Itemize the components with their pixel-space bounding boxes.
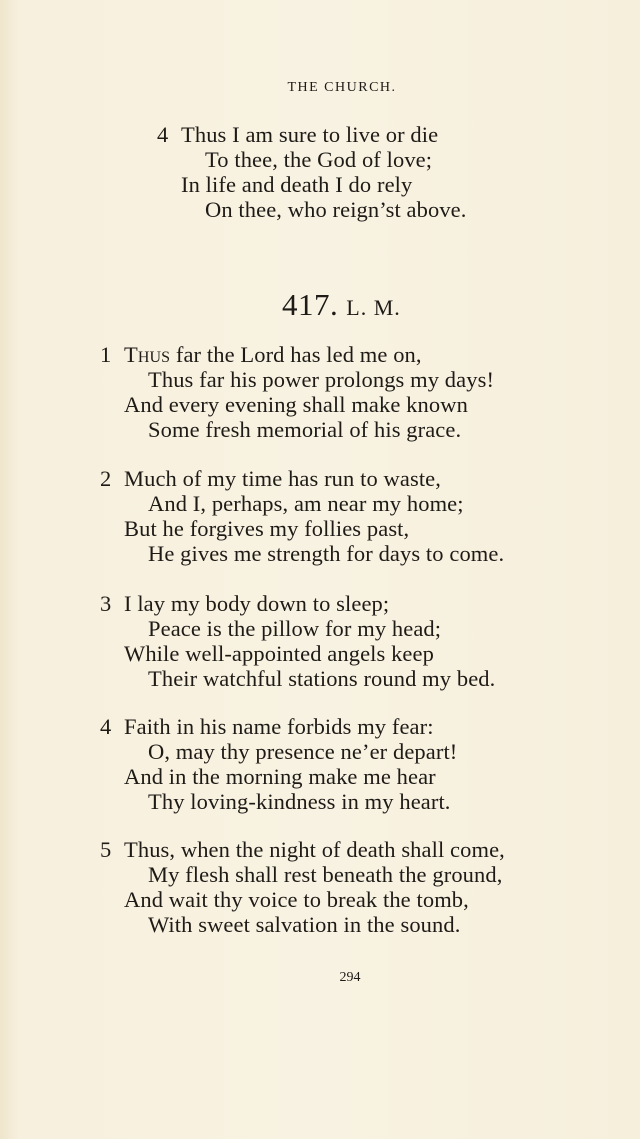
previous-hymn-verse-4: [157, 122, 466, 222]
verse-line: O, may thy presence ne’er depart!: [148, 739, 458, 764]
verse-line: Thus I am sure to live or die: [181, 122, 439, 147]
hymn-verse-2: [100, 466, 504, 566]
verse-line: And in the morning make me hear: [124, 764, 436, 789]
page-number: 294: [339, 970, 361, 985]
verse-line: Peace is the pillow for my head;: [148, 616, 442, 641]
verse-line: To thee, the God of love;: [205, 147, 433, 172]
hymn-meter: L. M.: [346, 295, 401, 320]
verse-line: He gives me strength for days to come.: [148, 541, 505, 566]
verse-line: Thy loving-kindness in my heart.: [148, 789, 451, 814]
verse-line: I lay my body down to sleep;: [124, 591, 390, 616]
verse-number: 2: [100, 466, 112, 491]
hymn-verse-1: [100, 342, 494, 442]
verse-line: In life and death I do rely: [181, 172, 413, 197]
hymn-verse-4: [100, 714, 457, 814]
verse-line: And every evening shall make known: [124, 392, 468, 417]
verse-line: Some fresh memorial of his grace.: [148, 417, 462, 442]
verse-line: But he forgives my follies past,: [124, 516, 410, 541]
verse-number: 4: [100, 714, 112, 739]
verse-line: And I, perhaps, am near my home;: [148, 491, 464, 516]
hymn-number: 417.: [282, 287, 339, 322]
verse-number: 4: [157, 122, 169, 147]
verse-line: My flesh shall rest beneath the ground,: [148, 862, 503, 887]
verse-line: Their watchful stations round my bed.: [148, 666, 496, 691]
running-head: THE CHURCH.: [287, 80, 397, 95]
hymn-verse-3: [100, 591, 495, 691]
hymn-heading: [282, 287, 401, 323]
verse-number: 5: [100, 837, 112, 862]
verse-line: Much of my time has run to waste,: [124, 466, 441, 491]
first-word-smallcaps: Thus: [124, 342, 171, 367]
verse-line: While well-appointed angels keep: [124, 641, 434, 666]
verse-line: And wait thy voice to break the tomb,: [124, 887, 469, 912]
verse-line: Thus far his power prolongs my days!: [148, 367, 495, 392]
verse-line: [100, 342, 494, 367]
first-line-rest: far the Lord has led me on,: [170, 342, 422, 367]
hymn-verse-5: [100, 837, 505, 937]
verse-line: With sweet salvation in the sound.: [148, 912, 461, 937]
verse-number: 3: [100, 591, 112, 616]
verse-number: 1: [100, 342, 112, 367]
verse-line: Faith in his name forbids my fear:: [124, 714, 434, 739]
verse-line: Thus, when the night of death shall come,: [124, 837, 505, 862]
verse-line: On thee, who reign’st above.: [205, 197, 467, 222]
